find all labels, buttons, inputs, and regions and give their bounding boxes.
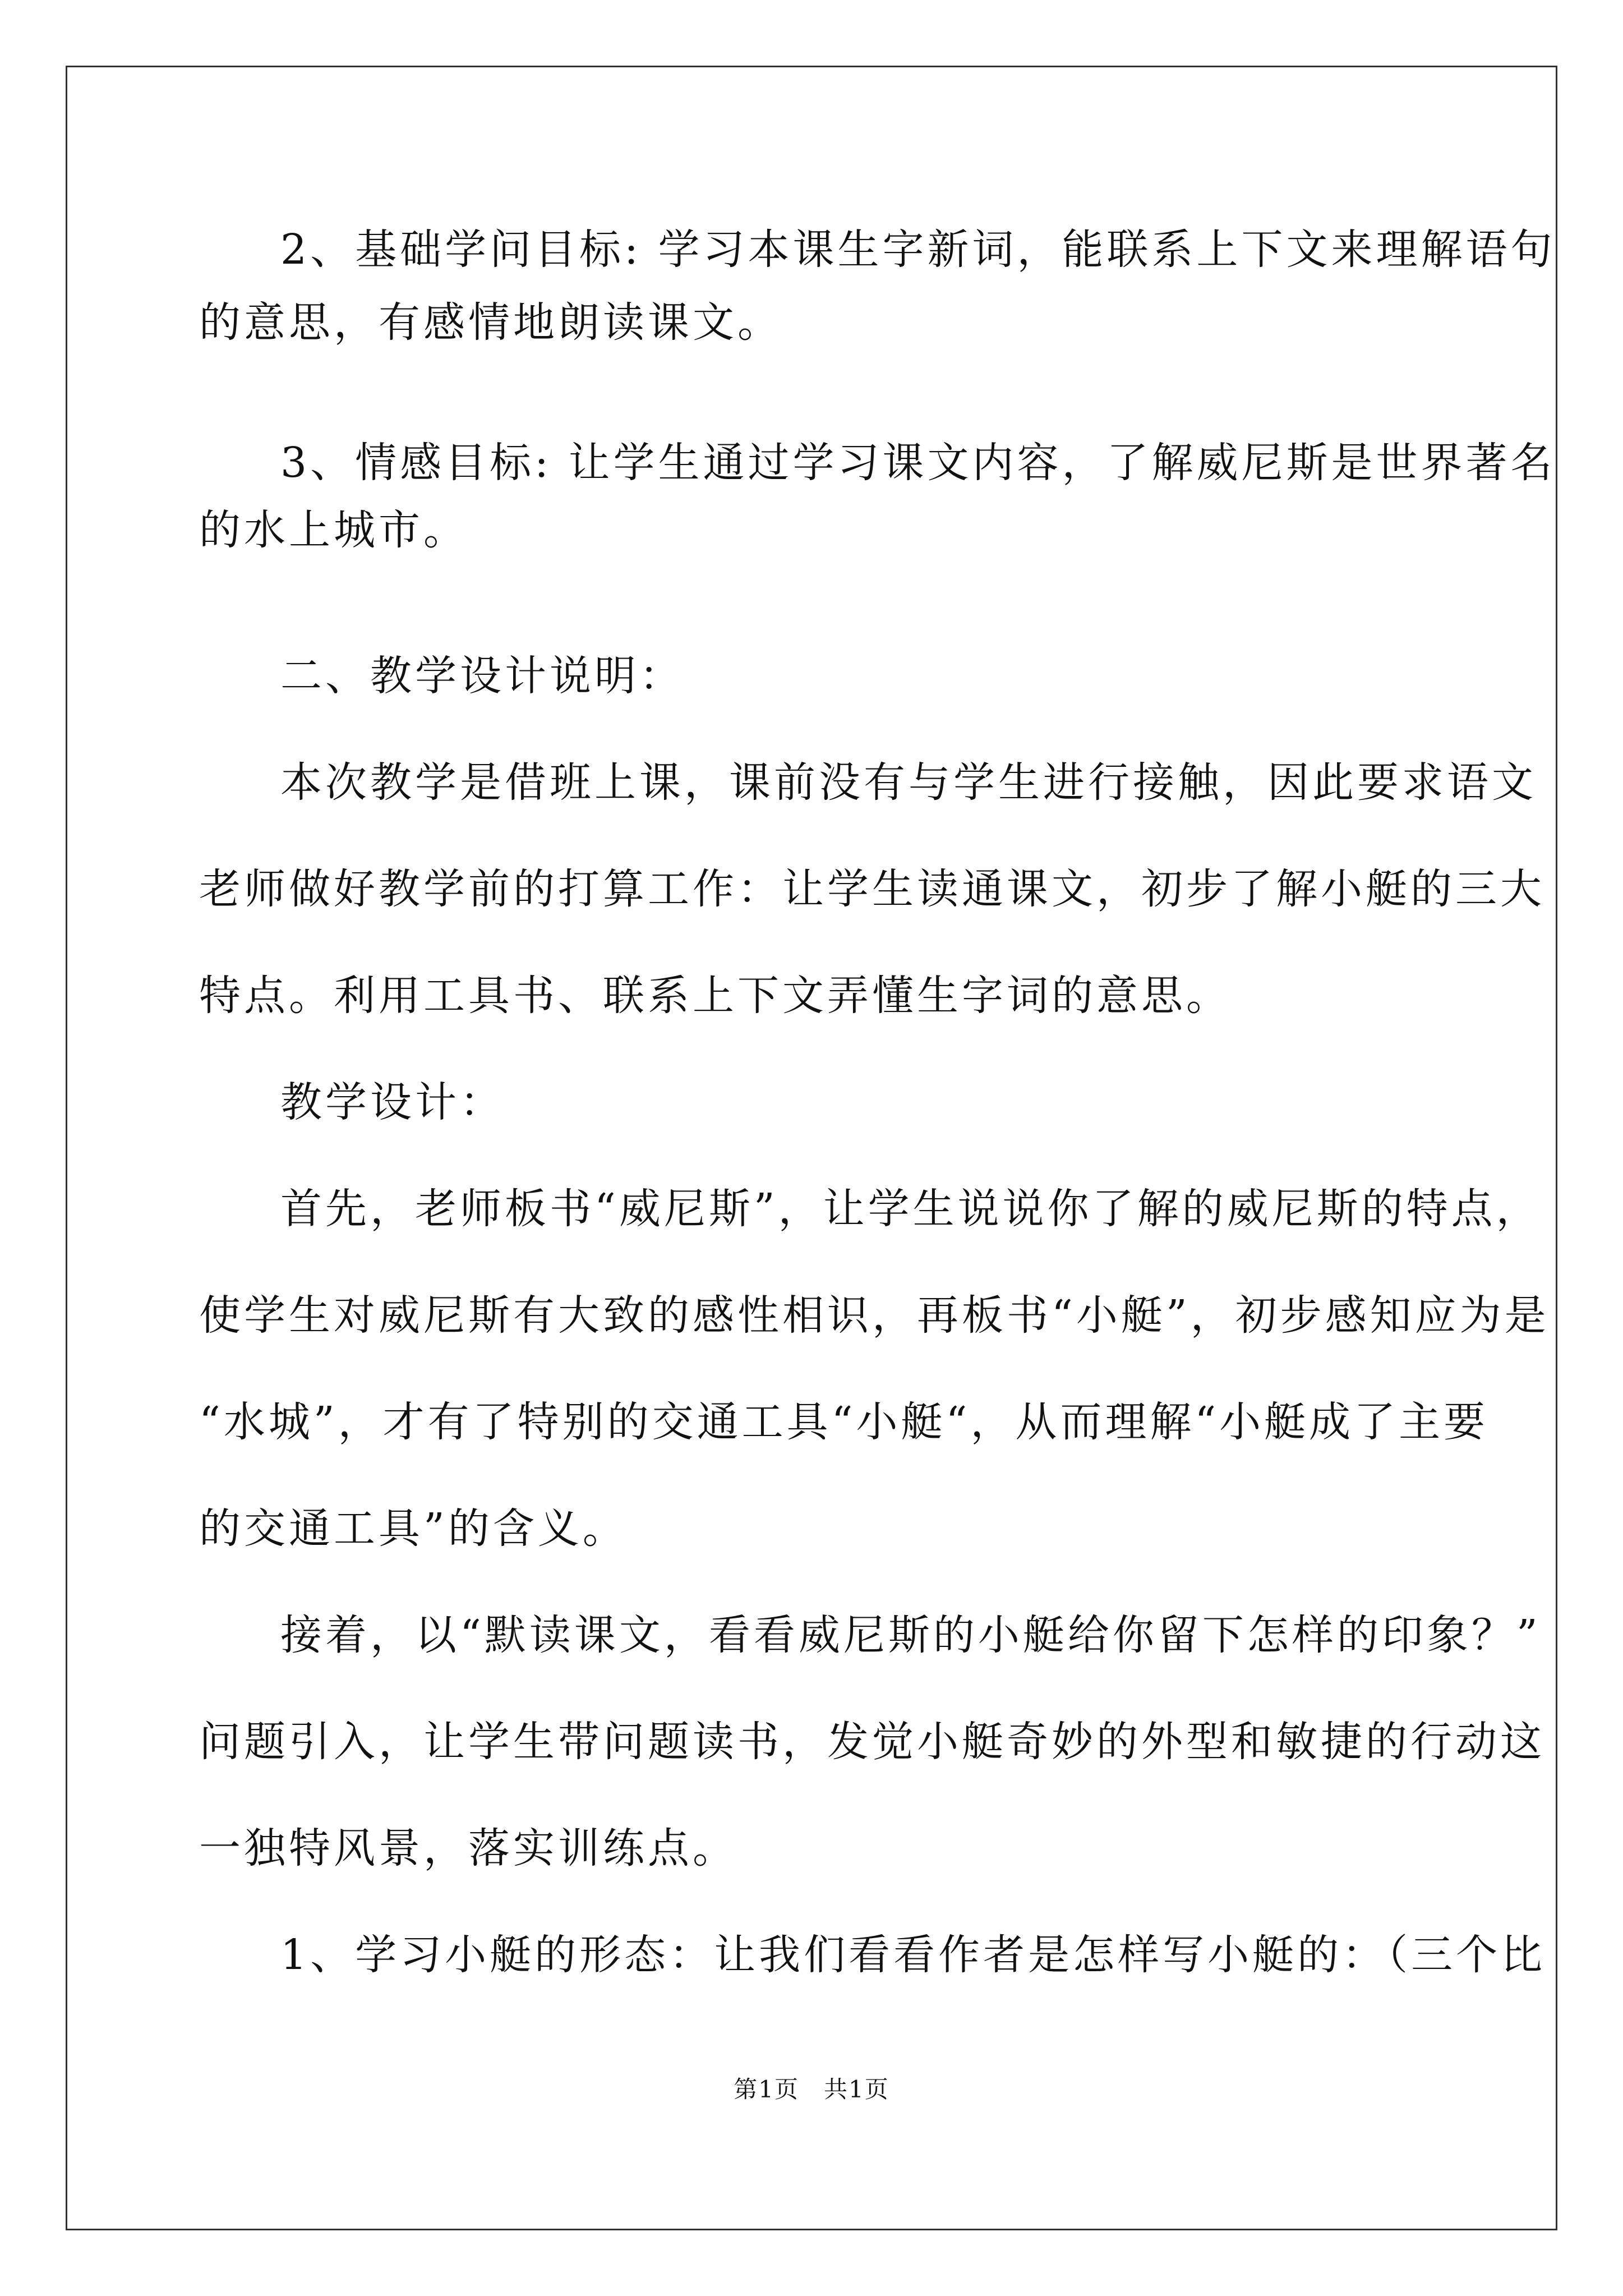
subheading: 教学设计： <box>280 1078 505 1126</box>
text-line-16: 一独特风景，落实训练点。 <box>199 1824 737 1872</box>
text-line-3: 3、情感目标: 让学生通过学习课文内容，了解威尼斯是世界著名 <box>280 439 1556 487</box>
text-line-8: 特点。利用工具书、联系上下文弄懂生字词的意思。 <box>199 972 1231 1020</box>
text-line-13: 的交通工具”的含义。 <box>199 1504 628 1553</box>
text-line-6: 本次教学是借班上课，课前没有与学生进行接触，因此要求语文 <box>280 758 1537 807</box>
text-line-11: 使学生对威尼斯有大致的感性相识，再板书“小艇”，初步感知应为是 <box>199 1291 1550 1340</box>
text-line-10: 首先，老师板书“威尼斯”，让学生说说你了解的威尼斯的特点， <box>280 1185 1541 1233</box>
section-heading: 二、教学设计说明： <box>280 652 684 700</box>
text-line-2: 的意思，有感情地朗读课文。 <box>199 298 782 347</box>
page-border <box>66 66 1557 2230</box>
text-line-17: 1、学习小艇的形态：让我们看看作者是怎样写小艇的：（三个比 <box>280 1931 1546 1979</box>
text-line-14: 接着，以“默读课文，看看威尼斯的小艇给你留下怎样的印象？” <box>280 1611 1541 1659</box>
text-line-4: 的水上城市。 <box>199 506 468 554</box>
page-footer: 第1页 共1页 <box>734 2076 889 2103</box>
text-line-12: “水城”，才有了特别的交通工具“小艇“，从而理解“小艇成了主要 <box>199 1398 1489 1446</box>
text-line-1: 2、基础学问目标: 学习本课生字新词，能联系上下文来理解语句 <box>280 226 1556 274</box>
text-line-7: 老师做好教学前的打算工作：让学生读通课文，初步了解小艇的三大 <box>199 865 1545 913</box>
text-line-15: 问题引入，让学生带问题读书，发觉小艇奇妙的外型和敏捷的行动这 <box>199 1718 1545 1766</box>
